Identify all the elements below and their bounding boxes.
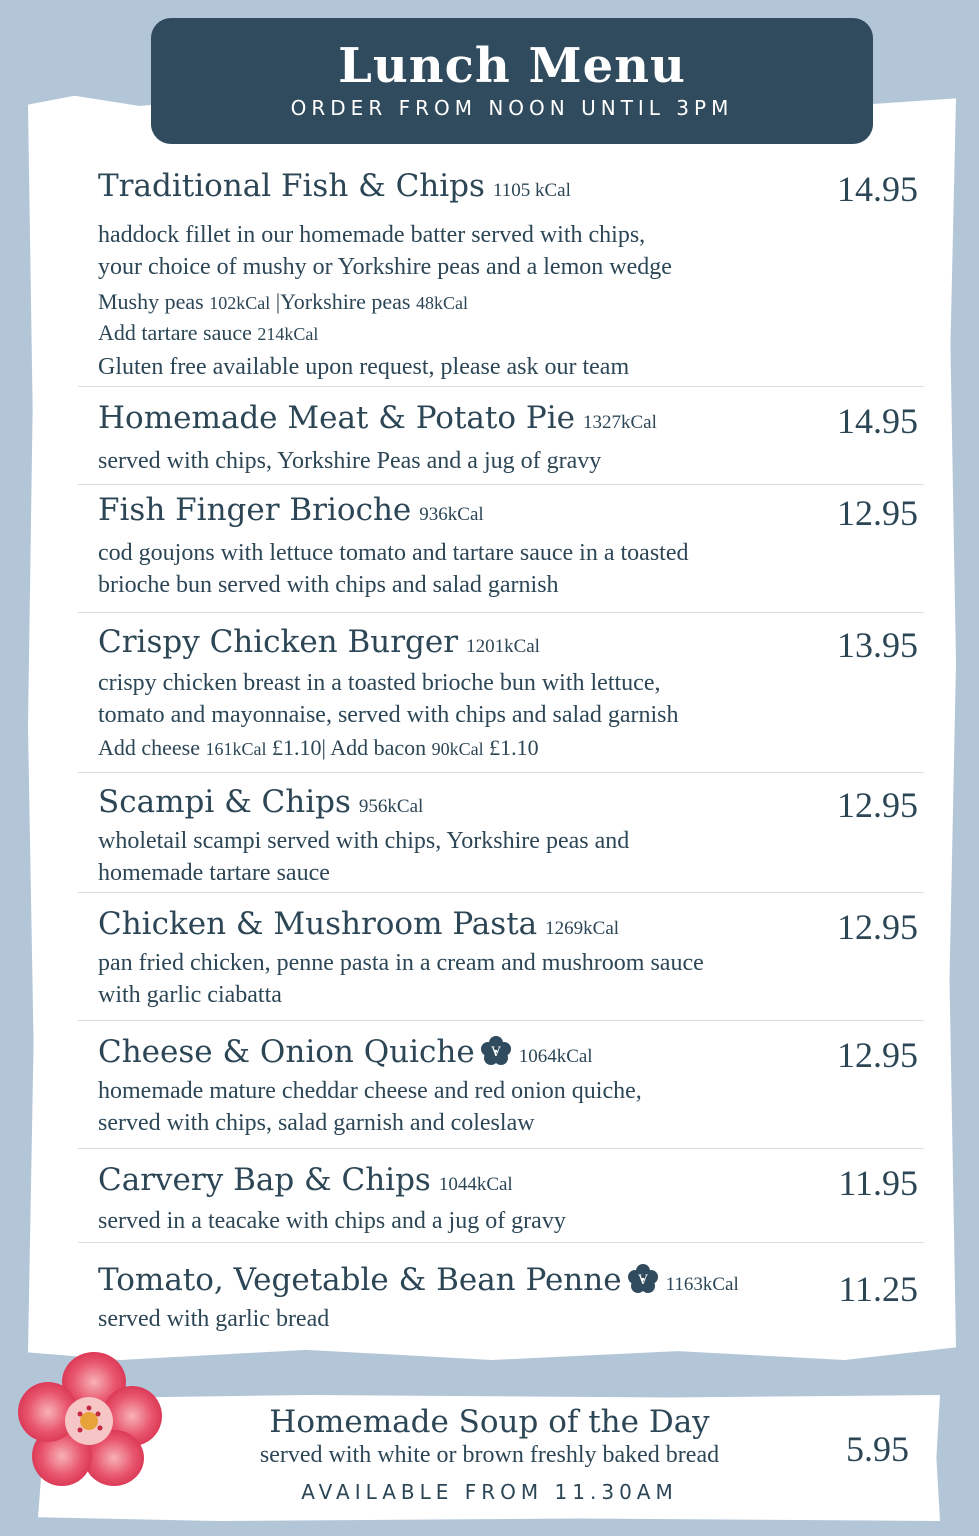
menu-item-fish-finger-brioche (98, 492, 918, 601)
menu-item-cheese-onion-quiche (98, 1034, 918, 1139)
item-description: wholetail scampi served with chips, Yorkshire peas and (98, 828, 630, 854)
item-option-peas (98, 287, 918, 318)
item-kcal: 1163kCal (665, 1274, 739, 1295)
item-name: Tomato, Vegetable & Bean Penne (98, 1262, 622, 1298)
item-price: 11.95 (838, 1163, 918, 1203)
item-description: cod goujons with lettuce tomato and tartare sauce in a toasted (98, 540, 689, 566)
item-name: Crispy Chicken Burger (98, 624, 459, 660)
item-name: Carvery Bap & Chips (98, 1162, 431, 1198)
item-price: 14.95 (837, 169, 918, 209)
item-description: with garlic ciabatta (98, 982, 282, 1008)
item-description: your choice of mushy or Yorkshire peas and a lemon wedge (98, 254, 672, 280)
item-price: 12.95 (837, 1035, 918, 1075)
addon-kcal: 90kCal (431, 739, 484, 759)
soup-price: 5.95 (846, 1429, 909, 1469)
addon-price: £1.10 (489, 735, 539, 760)
item-price: 12.95 (837, 785, 918, 825)
item-name: Scampi & Chips (98, 784, 351, 820)
item-description: homemade mature cheddar cheese and red onion quiche, (98, 1078, 642, 1104)
vegetarian-icon (628, 1264, 658, 1294)
item-kcal: 956kCal (358, 796, 424, 817)
addon-price: £1.10 (272, 735, 322, 760)
item-price: 14.95 (837, 401, 918, 441)
menu-item-scampi-chips (98, 784, 918, 889)
menu-item-crispy-chicken-burger (98, 624, 918, 764)
item-description: served in a teacake with chips and a jug of gravy (98, 1208, 566, 1234)
item-note: Gluten free available upon request, please ask our team (98, 354, 630, 380)
option-label: Add tartare sauce (98, 320, 252, 345)
menu-subtitle: ORDER FROM NOON UNTIL 3PM (290, 96, 734, 120)
divider (78, 772, 924, 773)
soup-description: served with white or brown freshly baked bread (259, 1442, 720, 1468)
item-kcal: 1201kCal (466, 636, 540, 657)
flower-icon (14, 1346, 164, 1496)
addon-label: Add cheese (98, 735, 201, 760)
item-name: Homemade Meat & Potato Pie (98, 400, 575, 436)
item-kcal: 1064kCal (518, 1046, 593, 1067)
item-price: 13.95 (837, 625, 918, 665)
option-kcal: 48kCal (416, 293, 468, 313)
divider (78, 1148, 924, 1149)
item-price: 12.95 (837, 493, 918, 533)
item-name: Traditional Fish & Chips (98, 168, 485, 204)
item-kcal: 1327kCal (583, 412, 657, 433)
menu-item-chicken-mushroom-pasta (98, 906, 918, 1011)
soup-availability: AVAILABLE FROM 11.30AM (301, 1480, 678, 1504)
option-label: Yorkshire peas (280, 289, 411, 314)
menu-item-meat-potato-pie (98, 400, 918, 477)
soup-title: Homemade Soup of the Day (269, 1404, 710, 1440)
item-description: served with chips, Yorkshire Peas and a jug of gravy (98, 448, 602, 474)
option-separator: | (275, 289, 281, 314)
item-name: Fish Finger Brioche (98, 492, 412, 528)
item-description: homemade tartare sauce (98, 860, 330, 886)
item-price: 11.25 (838, 1269, 918, 1309)
svg-text:V: V (490, 1045, 501, 1060)
menu-title: Lunch Menu (338, 38, 686, 94)
item-description: tomato and mayonnaise, served with chips and salad garnish (98, 702, 679, 728)
item-kcal: 1044kCal (438, 1174, 513, 1195)
item-description: served with chips, salad garnish and coleslaw (98, 1110, 535, 1136)
item-description: brioche bun served with chips and salad garnish (98, 572, 559, 598)
divider (78, 386, 924, 387)
menu-item-carvery-bap (98, 1162, 918, 1237)
divider (78, 1242, 924, 1243)
item-kcal: 1105 kCal (492, 180, 571, 201)
item-name: Chicken & Mushroom Pasta (98, 906, 538, 942)
option-kcal: 214kCal (257, 324, 319, 344)
addon-kcal: 161kCal (205, 739, 267, 759)
divider (78, 484, 924, 485)
item-description: haddock fillet in our homemade batter served with chips, (98, 222, 646, 248)
menu-item-tomato-vegetable-bean-penne (98, 1262, 918, 1335)
item-description: crispy chicken breast in a toasted brioche bun with lettuce, (98, 670, 661, 696)
option-kcal: 102kCal (209, 293, 271, 313)
item-kcal: 1269kCal (545, 918, 620, 939)
item-description: pan fried chicken, penne pasta in a cream and mushroom sauce (98, 950, 704, 976)
item-option-tartare (98, 318, 918, 349)
vegetarian-icon (481, 1036, 511, 1066)
addon-label: Add bacon (330, 735, 427, 760)
svg-text:V: V (637, 1273, 648, 1288)
divider (78, 612, 924, 613)
menu-item-fish-and-chips (98, 168, 918, 383)
item-name: Cheese & Onion Quiche (98, 1034, 475, 1070)
divider (78, 892, 924, 893)
item-kcal: 936kCal (419, 504, 484, 525)
item-price: 12.95 (837, 907, 918, 947)
item-description: served with garlic bread (98, 1306, 330, 1332)
divider (78, 1020, 924, 1021)
option-label: Mushy peas (98, 289, 204, 314)
item-addons (98, 733, 918, 764)
addon-separator: | (321, 735, 331, 760)
